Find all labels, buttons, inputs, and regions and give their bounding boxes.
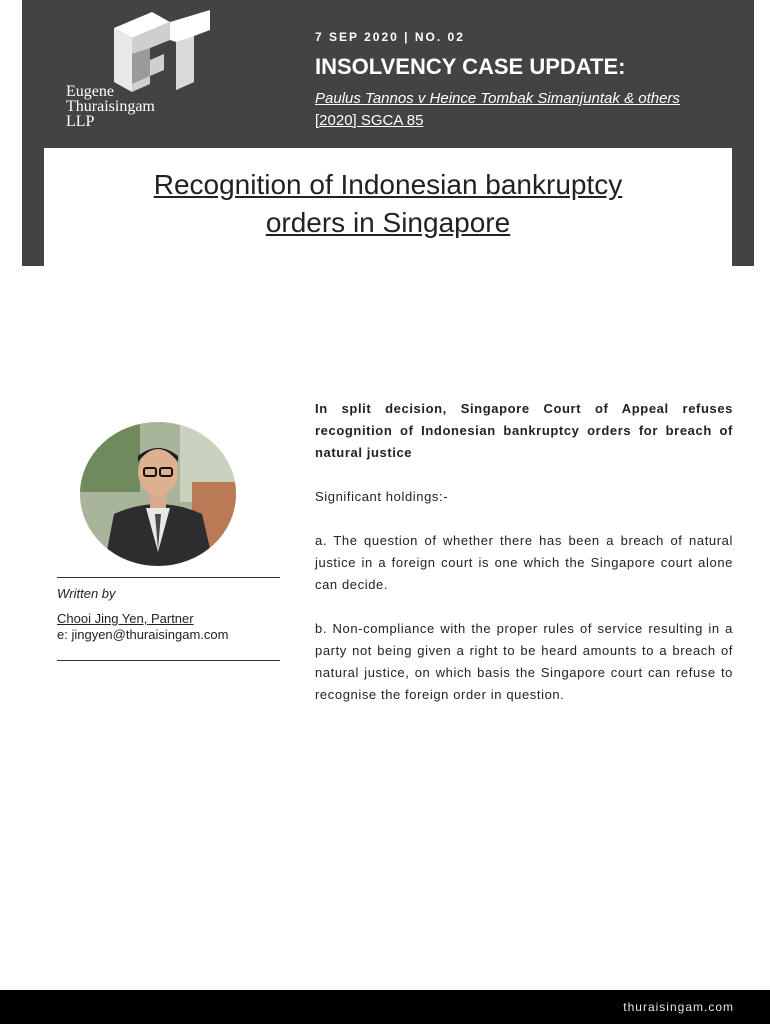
firm-name-line2: Thuraisingam bbox=[66, 98, 155, 115]
footer-site-link[interactable]: thuraisingam.com bbox=[623, 1000, 734, 1014]
author-portrait-icon bbox=[80, 422, 236, 566]
case-name-link[interactable]: Paulus Tannos v Heince Tombak Simanjuntak & others bbox=[315, 90, 680, 107]
holdings-label: Significant holdings:- bbox=[315, 489, 449, 504]
page-title-line2: orders in Singapore bbox=[265, 207, 511, 238]
author-email[interactable]: e: jingyen@thuraisingam.com bbox=[57, 627, 229, 642]
firm-name-line1: Eugene bbox=[66, 83, 114, 100]
page-title bbox=[44, 166, 732, 242]
firm-name bbox=[66, 84, 155, 129]
citation-link[interactable]: [2020] SGCA 85 bbox=[315, 112, 424, 129]
lead-paragraph: In split decision, Singapore Court of Appeal refuses recognition of Indonesian bankruptcy orders for breach of natural justice bbox=[315, 401, 733, 460]
firm-name-line3: LLP bbox=[66, 113, 95, 130]
written-by-label: Written by bbox=[57, 586, 116, 601]
issue-meta: 7 SEP 2020 | NO. 02 bbox=[315, 30, 465, 44]
footer bbox=[0, 990, 770, 1024]
holding-a: a. The question of whether there has been a breach of natural justice in a foreign court is one which the Singapore court alone can decide. bbox=[315, 533, 733, 592]
article-body bbox=[315, 398, 733, 728]
author-bottom-rule bbox=[57, 660, 280, 661]
author-top-rule bbox=[57, 577, 280, 578]
page-title-line1: Recognition of Indonesian bankruptcy bbox=[153, 169, 623, 200]
holding-b: b. Non-compliance with the proper rules of service resulting in a party not being given a right to be heard amounts to a breach of natural justice, on which basis the Singapore court can refuse to recognise the foreign order in question. bbox=[315, 621, 733, 702]
author-name-link[interactable]: Chooi Jing Yen, Partner bbox=[57, 611, 194, 626]
update-title: INSOLVENCY CASE UPDATE: bbox=[315, 54, 626, 79]
author-photo bbox=[80, 422, 236, 566]
